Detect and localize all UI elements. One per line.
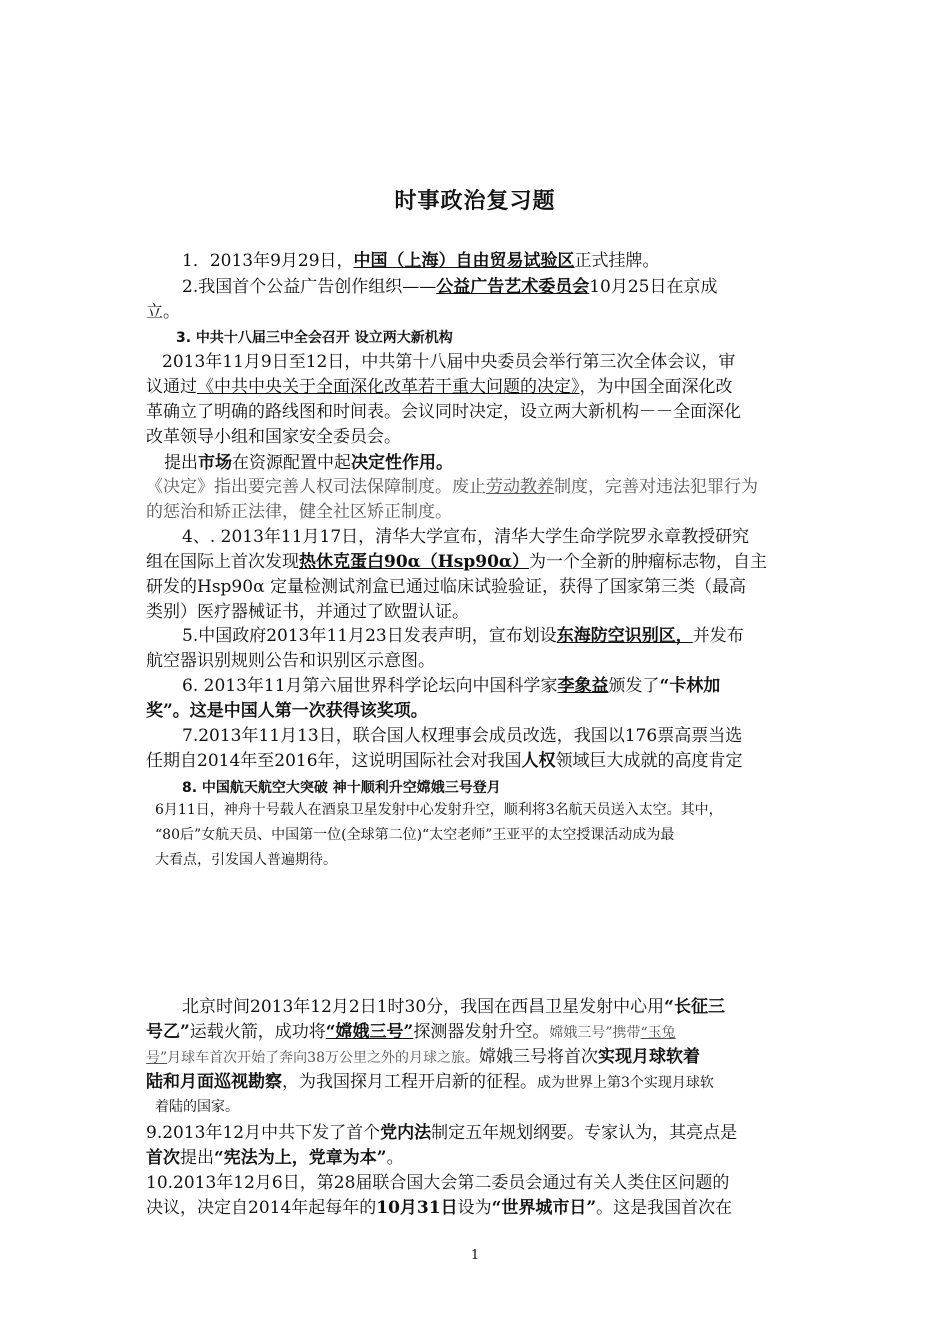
item-2-cont: 立。 (146, 302, 180, 322)
item-6-line: 6. 2013年11月第六届世界科学论坛向中国科学家李象益颁发了“卡林加 (182, 676, 721, 696)
item-3-line: 2013年11月9日至12日，中共第十八届中央委员会举行第三次全体会议，审 (162, 352, 736, 372)
item-10-line: 决议，决定自2014年起每年的10月31日设为“世界城市日”。这是我国首次在 (146, 1198, 733, 1218)
item-8-heading: 8. 中国航天航空大突破 神十顺利升空嫦娥三号登月 (182, 780, 501, 796)
item-3-line: 议通过《中共中央关于全面深化改革若干重大问题的决定》，为中国全面深化改 (146, 377, 733, 397)
item-3-line: 改革领导小组和国家安全委员会。 (146, 427, 401, 447)
item-8-line: 大看点，引发国人普遍期待。 (155, 852, 337, 868)
item-4-line: 4、. 2013年11月17日，清华大学宣布，清华大学生命学院罗永章教授研究 (182, 527, 750, 547)
item-3-line: 提出市场在资源配置中起决定性作用。 (164, 453, 453, 473)
item-3-heading: 3. 中共十八届三中全会召开 设立两大新机构 (176, 330, 453, 346)
page-number: 1 (470, 1248, 480, 1263)
item-9-line: 首次提出“宪法为上，党章为本”。 (146, 1148, 404, 1168)
item-9-line: 9.2013年12月中共下发了首个党内法制定五年规划纲要。专家认为，其亮点是 (146, 1123, 738, 1143)
item-7-line: 任期自2014年至2016年，这说明国际社会对我国人权领域巨大成就的高度肯定 (146, 751, 743, 771)
change3-line: 陆和月面巡视勘察，为我国探月工程开启新的征程。成为世界上第3个实现月球软 (146, 1072, 714, 1092)
item-8-line: “80后”女航天员、中国第一位(全球第二位)“太空老师”王亚平的太空授课活动成为最 (155, 827, 675, 843)
item-10-line: 10.2013年12月6日，第28届联合国大会第二委员会通过有关人类住区问题的 (146, 1173, 730, 1193)
item-6-line: 奖”。这是中国人第一次获得该奖项。 (146, 701, 428, 721)
item-4-line: 组在国际上首次发现热休克蛋白90α（Hsp90α）为一个全新的肿瘤标志物，自主 (146, 552, 767, 572)
item-7-line: 7.2013年11月13日，联合国人权理事会成员改选，我国以176票高票当选 (182, 726, 743, 746)
page-title: 时事政治复习题 (394, 189, 556, 214)
item-2: 2.我国首个公益广告创作组织——公益广告艺术委员会10月25日在京成 (182, 277, 718, 297)
item-3-line: 《决定》指出要完善人权司法保障制度。废止劳动教养制度，完善对违法犯罪行为 (146, 477, 758, 497)
item-3-line: 革确立了明确的路线图和时间表。会议同时决定，设立两大新机构－－全面深化 (146, 402, 741, 422)
item-3-line: 的惩治和矫正法律，健全社区矫正制度。 (146, 502, 452, 522)
item-8-line: 6月11日，神舟十号载人在酒泉卫星发射中心发射升空，顺利将3名航天员送入太空。其中， (155, 802, 723, 818)
change3-line: 号”月球车首次开始了奔向38万公里之外的月球之旅。嫦娥三号将首次实现月球软着 (146, 1047, 700, 1067)
item-4-line: 研发的Hsp90α 定量检测试剂盒已通过临床试验验证，获得了国家第三类（最高 (146, 577, 746, 597)
change3-line: 北京时间2013年12月2日1时30分，我国在西昌卫星发射中心用“长征三 (182, 997, 725, 1017)
item-5-line: 航空器识别规则公告和识别区示意图。 (146, 651, 435, 671)
change3-line: 着陆的国家。 (155, 1099, 239, 1115)
item-5-line: 5.中国政府2013年11月23日发表声明，宣布划设东海防空识别区，并发布 (182, 626, 744, 646)
item-1: 1．2013年9月29日，中国（上海）自由贸易试验区正式挂牌。 (182, 251, 660, 271)
item-4-line: 类别）医疗器械证书，并通过了欧盟认证。 (146, 602, 469, 622)
change3-line: 号乙”运载火箭，成功将“嫦娥三号”探测器发射升空。嫦娥三号”携带“玉兔 (146, 1022, 676, 1042)
